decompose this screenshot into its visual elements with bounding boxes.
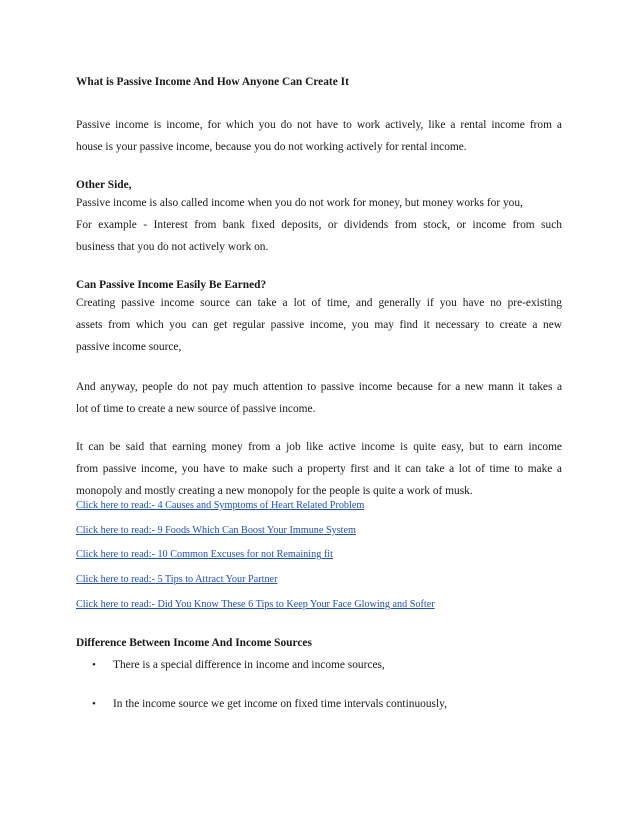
other-side-line-2: For example - Interest from bank fixed deposits, or dividends from stock, or income from such: [76, 219, 562, 231]
link-attract-partner[interactable]: Click here to read:- 5 Tips to Attract Your Partner: [76, 574, 278, 585]
said-line-2: from passive income, you have to make such a property first and it can take a lot of time to make a: [76, 463, 562, 475]
intro-line-2: house is your passive income, because you do not working actively for rental income.: [76, 141, 467, 153]
link-heart-problem[interactable]: Click here to read:- 4 Causes and Symptoms of Heart Related Problem: [76, 500, 365, 511]
can-passive-line-3: passive income source,: [76, 341, 182, 353]
said-line-1: It can be said that earning money from a job like active income is quite easy, but to earn income: [76, 441, 562, 453]
link-immune-foods[interactable]: Click here to read:- 9 Foods Which Can Boost Your Immune System: [76, 525, 356, 536]
other-side-heading: Other Side,: [76, 179, 132, 191]
list-item: In the income source we get income on fixed time intervals continuously,: [113, 698, 447, 710]
anyway-line-2: lot of time to create a new source of passive income.: [76, 403, 316, 415]
list-item: There is a special difference in income and income sources,: [113, 659, 385, 671]
can-passive-line-2: assets from which you can get regular passive income, you may find it necessary to create a new: [76, 319, 562, 331]
page-title: What is Passive Income And How Anyone Can Create It: [76, 76, 349, 88]
link-excuses-fit[interactable]: Click here to read:- 10 Common Excuses for not Remaining fit: [76, 549, 333, 560]
other-side-line-1: Passive income is also called income when you do not work for money, but money works for you,: [76, 197, 523, 209]
bullet-dot-icon: •: [92, 659, 96, 671]
said-line-3: monopoly and mostly creating a new monopoly for the people is quite a work of musk.: [76, 485, 473, 497]
difference-heading: Difference Between Income And Income Sources: [76, 637, 312, 649]
intro-line-1: Passive income is income, for which you do not have to work actively, like a rental income from a: [76, 119, 562, 131]
bullet-dot-icon: •: [92, 698, 96, 710]
link-face-glowing[interactable]: Click here to read:- Did You Know These 6 Tips to Keep Your Face Glowing and Softer: [76, 599, 435, 610]
other-side-line-3: business that you do not actively work on.: [76, 241, 269, 253]
anyway-line-1: And anyway, people do not pay much attention to passive income because for a new mann it takes a: [76, 381, 562, 393]
can-passive-line-1: Creating passive income source can take a lot of time, and generally if you have no pre-existing: [76, 297, 562, 309]
can-passive-heading: Can Passive Income Easily Be Earned?: [76, 279, 267, 291]
